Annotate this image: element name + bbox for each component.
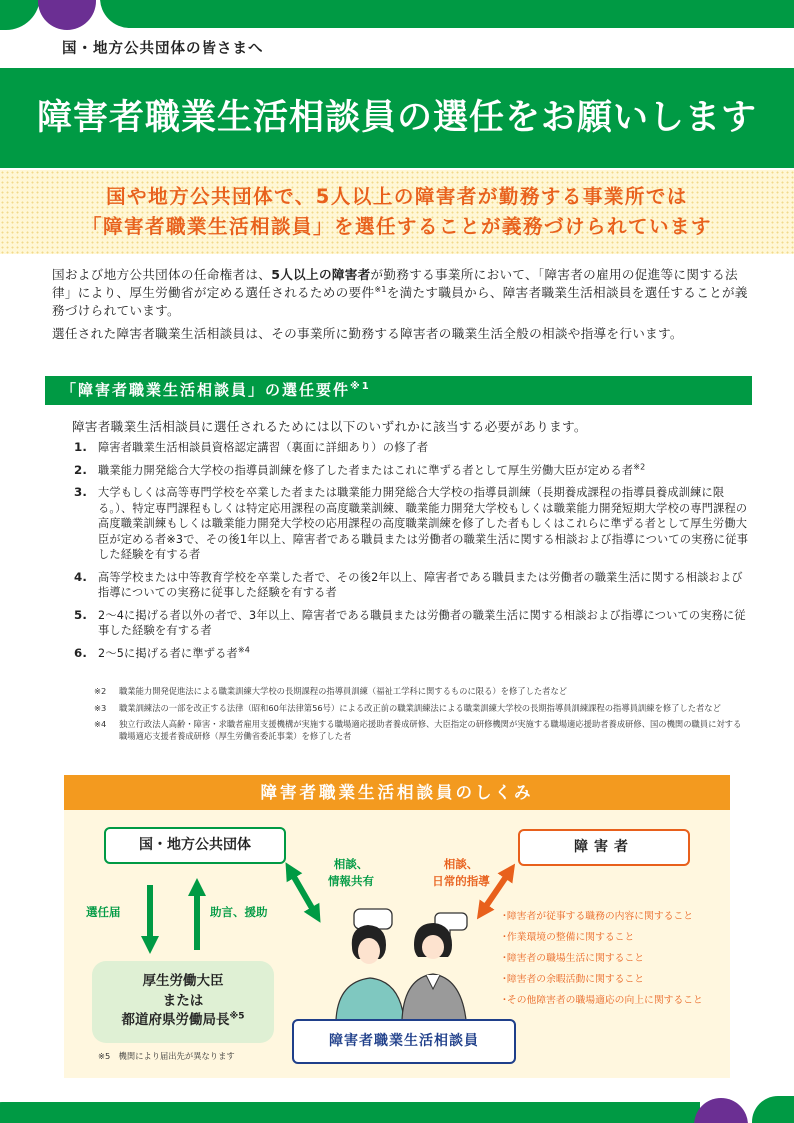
label-advice: 助言、援助 (210, 905, 268, 919)
list-item: ･その他障害者の職場適応の向上に関すること (502, 995, 703, 1006)
item-text-body: 高等学校または中等教育学校を卒業した者で、その後2年以上、障害者である職員または労働者の職業生活に関する相談および指導についての実務に従事した経験を有する者 (98, 570, 743, 599)
footnote-5: ※5 機関により届出先が異なります (98, 1051, 235, 1061)
item-number: 3. (74, 485, 88, 499)
requirements-heading (45, 376, 752, 405)
footnote-text: 職業訓練法の一部を改正する法律（昭和60年法律第56号）による改正前の職業訓練法による職業訓練大学校の長期指導員訓練課程の指導員訓練を修了した者など (119, 702, 721, 713)
footnote-ref: ※1 (350, 381, 371, 392)
label-line: 相談、 (333, 857, 369, 871)
person-left-body (336, 978, 404, 1020)
minister-line-2: または (162, 992, 204, 1009)
item-text (98, 646, 754, 662)
system-diagram (64, 775, 730, 1078)
subtitle-line-1: 国や地方公共団体で、5人以上の障害者が勤務する事業所では (106, 185, 688, 208)
subtitle-line-2: 「障害者職業生活相談員」を選任することが義務づけられています (81, 215, 712, 238)
title-band (0, 68, 794, 168)
footnote-text: 独立行政法人高齢・障害・求職者雇用支援機構が実施する職場適応援助者養成研修、大臣指定の研修機関が実施する職場適応援助者養成研修、国の機関の職員に対する職場適応支援者養成研修（厚生労働省委託事業）を修了した者 (119, 719, 742, 741)
intro-text (52, 266, 752, 343)
item-text (98, 463, 754, 479)
intro-paragraph-1 (52, 266, 752, 321)
audience-label: 国・地方公共団体の皆さまへ (62, 41, 264, 57)
list-item (74, 646, 754, 662)
arrow-gov-counselor (290, 870, 316, 915)
box-government: 国・地方公共団体 (104, 827, 286, 864)
deco-green-bar (100, 0, 794, 28)
footnote-label: ※4 (94, 719, 107, 729)
footnote (94, 686, 744, 698)
item-text (98, 570, 754, 601)
footnote-label: ※3 (94, 702, 107, 713)
footnotes (94, 686, 744, 747)
item-text (98, 440, 754, 456)
list-item (74, 463, 754, 479)
list-item: ･障害者が従事する職務の内容に関すること (502, 911, 694, 922)
minister-line-3-text: 都道府県労働局長 (121, 1012, 230, 1028)
item-number: 1. (74, 440, 88, 454)
item-text (98, 485, 754, 563)
requirements-lead: 障害者職業生活相談員に選任されるためには以下のいずれかに該当する必要があります。 (72, 419, 587, 434)
deco-green-shape (0, 0, 40, 30)
footnote (94, 719, 744, 742)
person-right-face (422, 935, 444, 959)
consultation-topics (502, 906, 703, 1011)
label-line: 日常的指導 (432, 874, 490, 888)
subtitle-band (0, 170, 794, 254)
top-decoration (0, 0, 794, 30)
label-consult-share (316, 856, 386, 890)
footnote (94, 703, 744, 715)
page-title: 障害者職業生活相談員の選任をお願いします (36, 98, 757, 138)
list-item: ･障害者の職場生活に関すること (502, 953, 645, 964)
item-number: 6. (74, 645, 88, 660)
counselor-illustration (322, 905, 472, 1020)
label-consult-guide (416, 856, 506, 890)
minister-line-1: 厚生労働大臣 (142, 973, 224, 989)
requirements-heading-label: 「障害者職業生活相談員」の選任要件 (61, 381, 351, 399)
bottom-decoration (0, 1096, 794, 1123)
list-item (74, 570, 754, 601)
list-item: ･障害者の余暇活動に関すること (502, 974, 645, 985)
list-item (74, 485, 754, 563)
item-text-body: 2～4に掲げる者以外の者で、3年以上、障害者である職員または労働者の職業生活に関する相談および指導についての実務に従事した経験を有する者 (98, 608, 746, 637)
label-line: 相談、 (443, 857, 479, 871)
item-text-body: 障害者職業生活相談員資格認定講習（裏面に詳細あり）の修了者 (98, 441, 429, 454)
item-number: 2. (74, 462, 88, 477)
intro-text-bold: 5人以上の障害者 (271, 267, 371, 282)
box-minister (92, 961, 274, 1043)
box-counselor: 障害者職業生活相談員 (292, 1019, 516, 1064)
requirements-list (74, 440, 754, 668)
footnote-ref: ※5 (229, 1011, 245, 1022)
item-text (98, 608, 754, 639)
intro-text-b: が勤務する事業所において、「障害者の雇用の促進等に関する法律」により、厚生労働省が定める選任されるための要件 (52, 267, 738, 301)
intro-paragraph-2: 選任された障害者職業生活相談員は、その事業所に勤務する障害者の職業生活全般の相談や指導を行います。 (52, 325, 683, 341)
intro-text-c: を満たす職員から、障害者職業生活相談員を選任することが義務づけられています。 (52, 285, 748, 319)
footnote-ref: ※4 (237, 644, 251, 654)
system-heading: 障害者職業生活相談員のしくみ (64, 775, 730, 810)
person-left-face (358, 938, 380, 964)
footnote-ref: ※1 (374, 285, 387, 295)
footnote-ref: ※2 (633, 461, 646, 471)
list-item (74, 440, 754, 456)
list-item (74, 608, 754, 639)
item-text-body: 大学もしくは高等専門学校を卒業した者または職業能力開発総合大学校の指導員訓練（長期養成課程の指導員養成訓練に限る。）、特定専門課程もしくは特定応用課程の高度職業訓練、職業能力開発大学校もしくは職業能力開発短期大学校の専門課程の高度職業訓練もしくは職業能力開発大学校の応用課程の高度職業訓練を修了した者もしくはこれらに準ずる者として厚生労働大臣が定める者※3で、その後1年以上、障害者である職員または労働者の職業生活に関する相談および指導についての実務に従事した経験を有する者 (98, 486, 749, 561)
deco-purple-circle (694, 1098, 748, 1123)
requirements-heading-text (45, 376, 752, 405)
deco-purple-circle (38, 0, 96, 30)
minister-line-3 (92, 1011, 274, 1031)
intro-text-a: 国および地方公共団体の任命権者は、 (52, 267, 272, 282)
label-report: 選任届 (86, 905, 121, 919)
deco-green-shape (752, 1096, 794, 1123)
deco-green-bar (0, 1102, 700, 1123)
item-text-body: 職業能力開発総合大学校の指導員訓練を修了した者またはこれに準ずる者として厚生労働大臣が定める者 (98, 463, 634, 477)
list-item: ･作業環境の整備に関すること (502, 932, 635, 943)
box-person-with-disability: 障害者 (518, 829, 690, 866)
footnote-label: ※2 (94, 686, 107, 696)
item-text-body: 2～5に掲げる者に準ずる者 (98, 646, 238, 660)
label-line: 情報共有 (328, 874, 374, 888)
item-number: 4. (74, 569, 88, 584)
item-number: 5. (74, 607, 88, 622)
footnote-text: 職業能力開発促進法による職業訓練大学校の長期課程の指導員訓練（福祉工学科に関するものに限る）を修了した者など (119, 686, 568, 696)
